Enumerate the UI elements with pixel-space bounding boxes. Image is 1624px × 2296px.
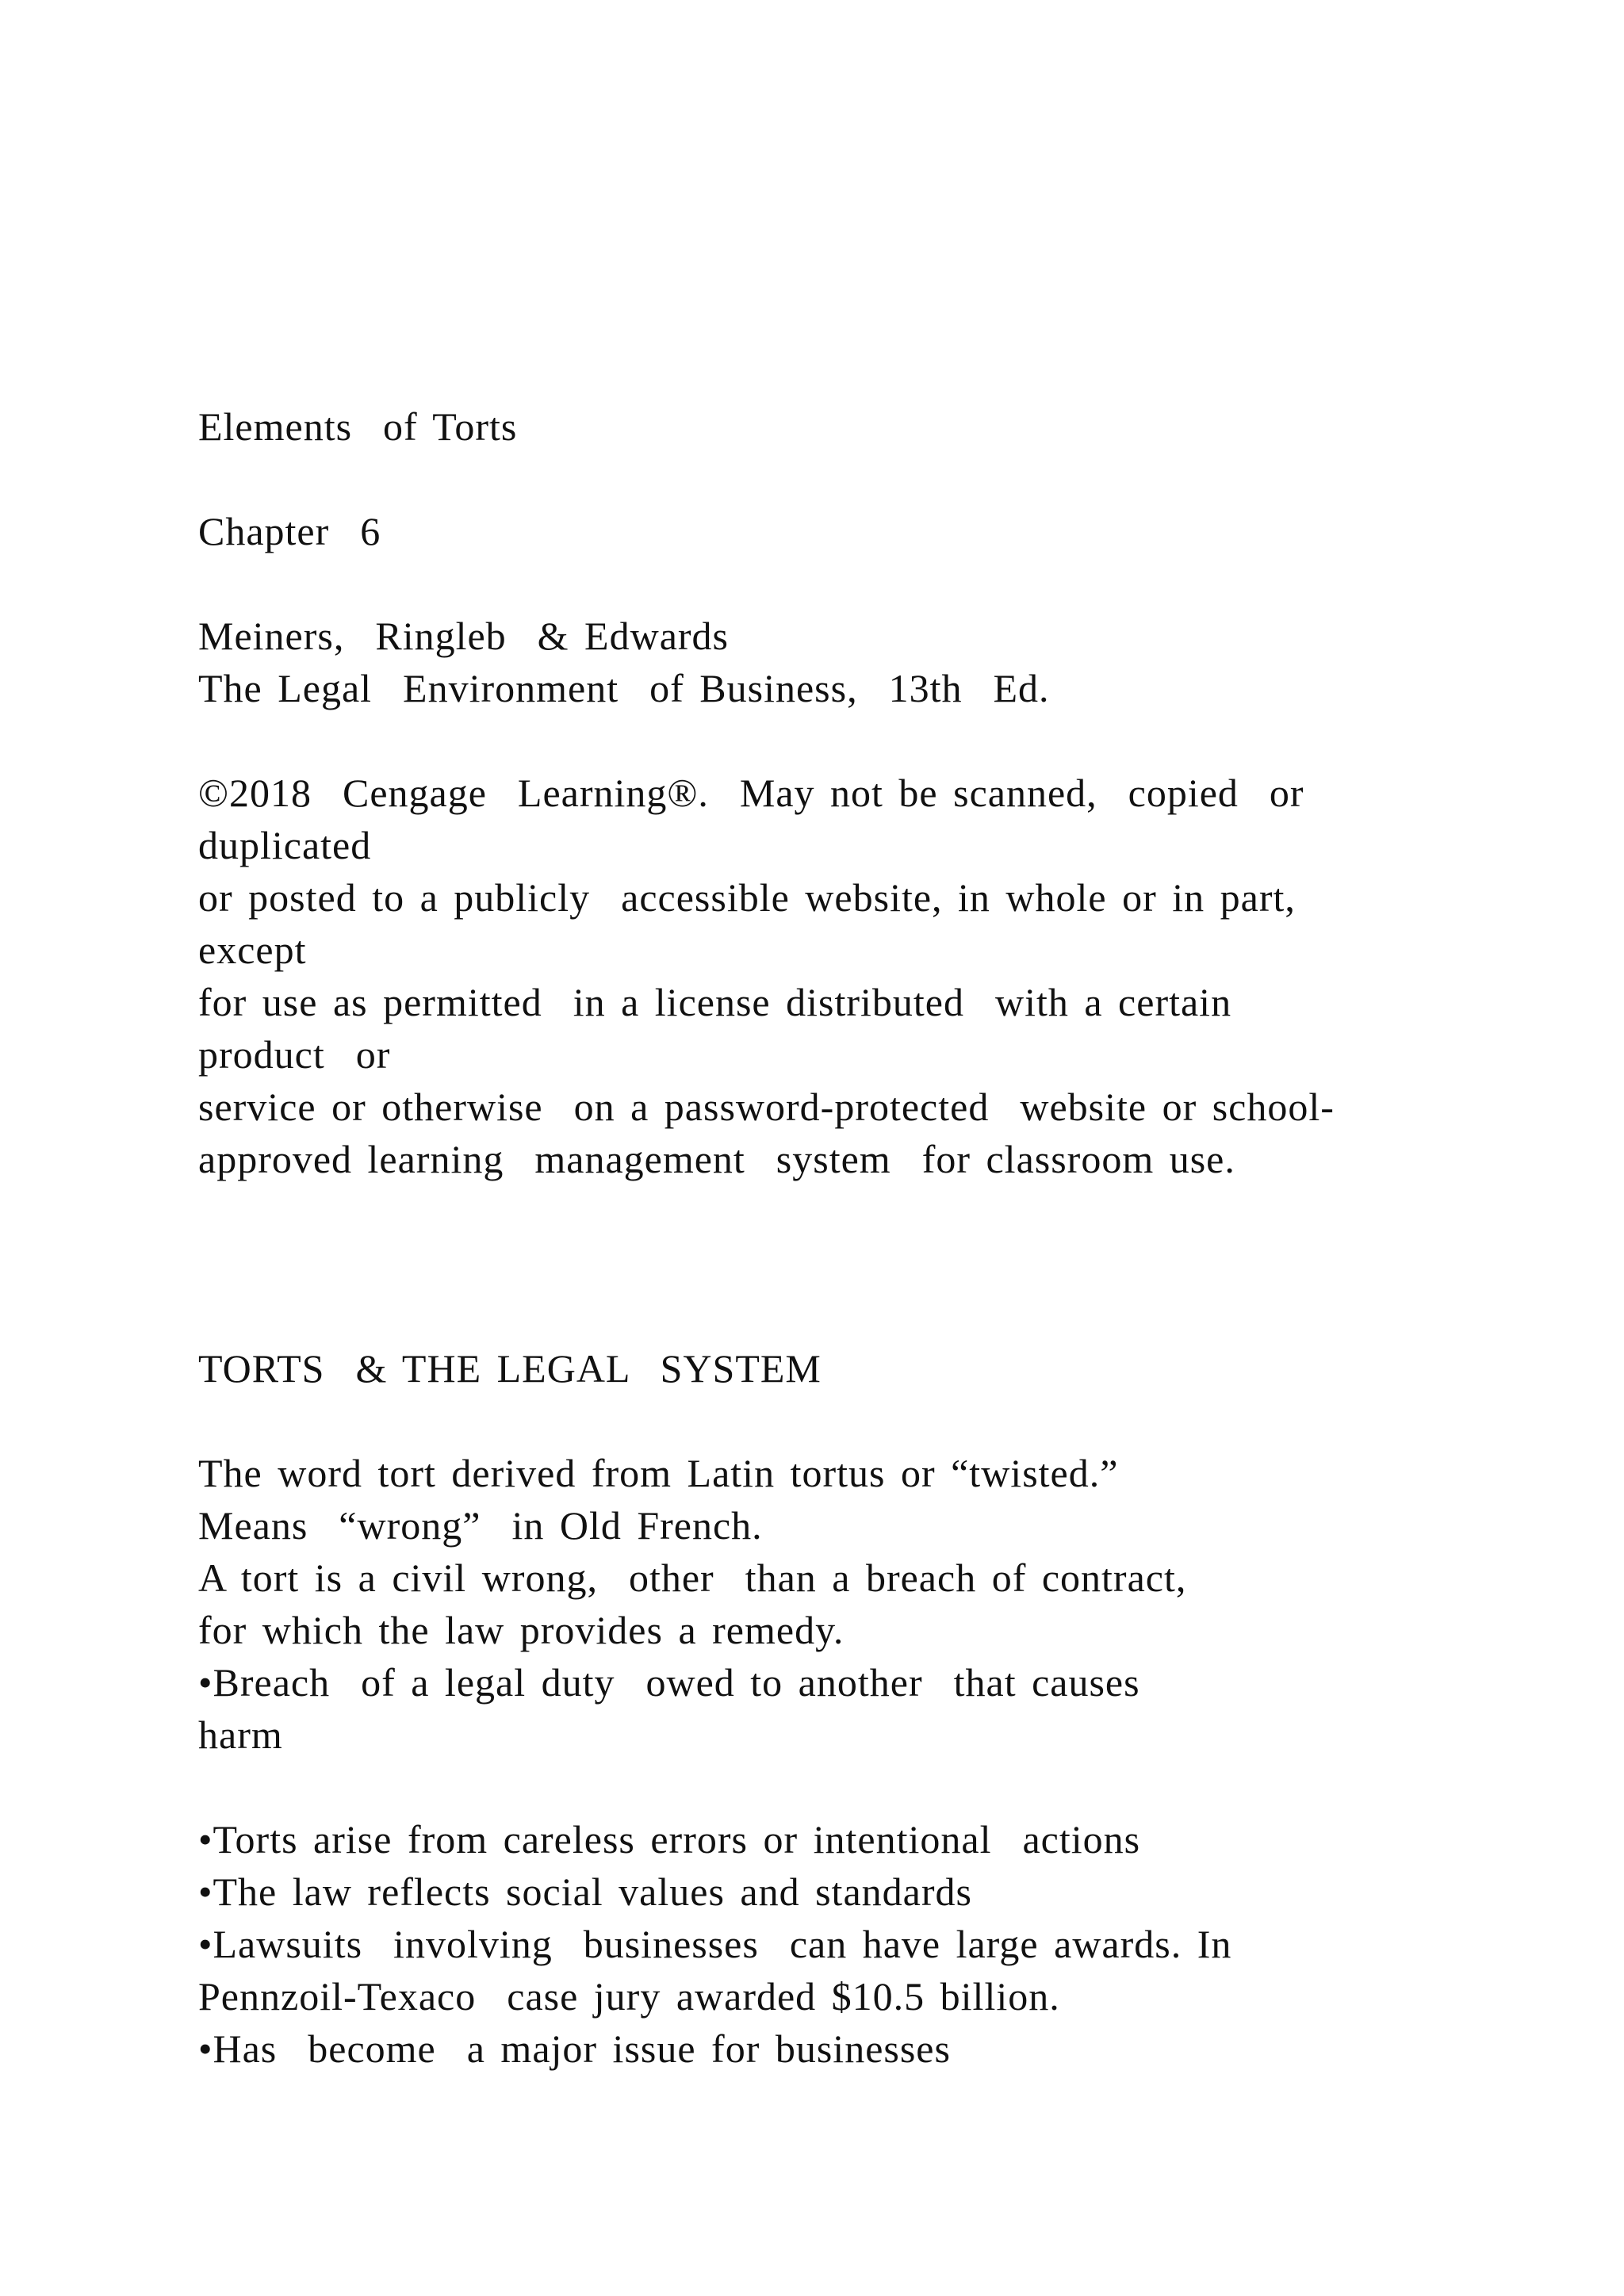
intro-line: •Breach of a legal duty owed to another that causes [198,1660,1140,1705]
intro-line: for which the law provides a remedy. [198,1608,845,1652]
intro-line: harm [198,1712,283,1757]
bullet-line: •Torts arise from careless errors or intentional actions [198,1817,1141,1862]
chapter-label: Chapter 6 [198,509,381,553]
copyright-line: service or otherwise on a password-protected website or school- [198,1085,1335,1129]
authors-line: Meiners, Ringleb & Edwards [198,614,730,658]
copyright-line: for use as permitted in a license distributed with a certain [198,980,1232,1024]
document-title: Elements of Torts [198,404,518,449]
book-title-line: The Legal Environment of Business, 13th Ed. [198,666,1050,710]
copyright-line: or posted to a publicly accessible website, in whole or in part, [198,875,1296,920]
copyright-line: approved learning management system for classroom use. [198,1137,1235,1181]
bullet-line: •The law reflects social values and standards [198,1869,972,1914]
intro-line: Means “wrong” in Old French. [198,1503,763,1548]
copyright-line: ©2018 Cengage Learning®. May not be scanned, copied or [198,771,1304,815]
intro-line: The word tort derived from Latin tortus or “twisted.” [198,1451,1119,1495]
bullet-line: Pennzoil-Texaco case jury awarded $10.5 billion. [198,1974,1060,2019]
intro-line: A tort is a civil wrong, other than a breach of contract, [198,1556,1187,1600]
document-body [198,400,1499,2075]
bullet-line: •Has become a major issue for businesses [198,2026,951,2071]
section-heading: TORTS & THE LEGAL SYSTEM [198,1346,822,1391]
copyright-line: product or [198,1032,391,1077]
bullet-line: •Lawsuits involving businesses can have large awards. In [198,1922,1232,1966]
copyright-line: except [198,928,307,972]
copyright-line: duplicated [198,823,372,867]
